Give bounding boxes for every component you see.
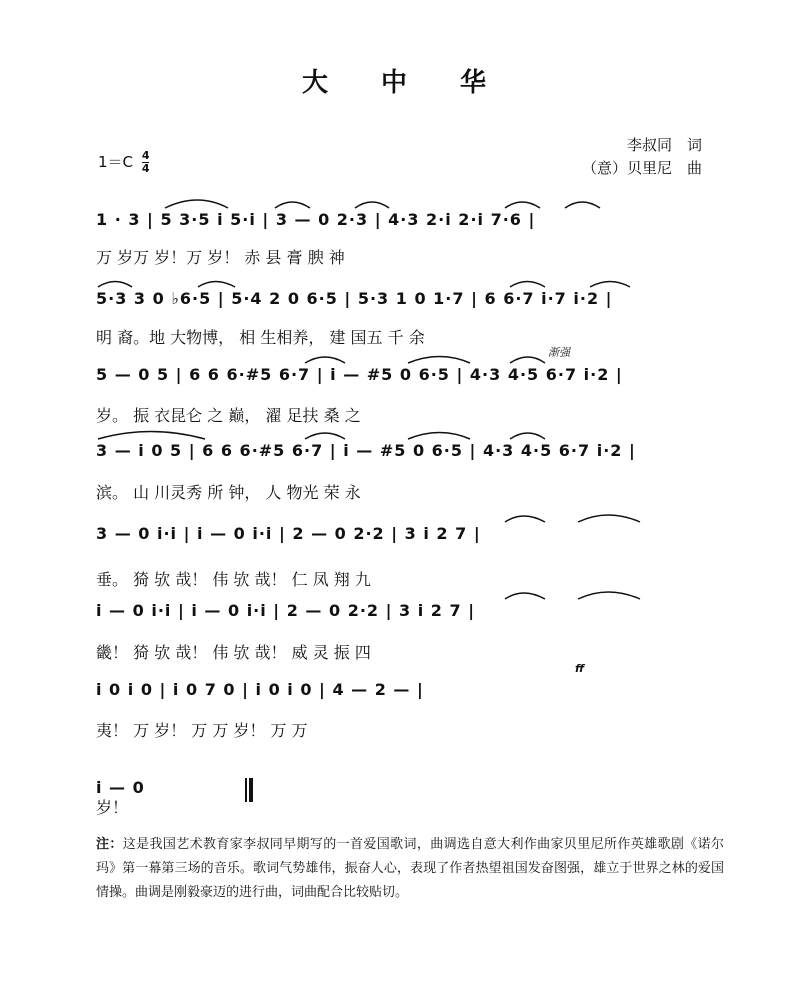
score-line-1: 1 · 3 | 5 3·5 i 5·i | 3 — 0 2·3 | 4·3 2·i 2·i 7·6 | <box>96 210 536 229</box>
score-line-2: 5·3 3 0 ♭6·5 | 5·4 2 0 6·5 | 5·3 1 0 1·7 | 6 6·7 i·7 i·2 | <box>96 289 613 308</box>
score-line-3: 5 — 0 5 | 6 6 6·#5 6·7 | i — #5 0 6·5 | 4·3 4·5 6·7 i·2 | <box>96 365 623 384</box>
composer-credit: （意）贝里尼 曲 <box>581 159 702 177</box>
lyric-line-2: 明 裔。地 大物博， 相 生相养， 建 国五 千 余 <box>96 328 425 347</box>
score-line-4: 3 — i 0 5 | 6 6 6·#5 6·7 | i — #5 0 6·5 | 4·3 4·5 6·7 i·2 | <box>96 441 636 460</box>
time-denominator: 4 <box>141 162 150 175</box>
song-title: 大 中 华 <box>301 68 509 98</box>
lyric-line-4: 滨。 山 川灵秀 所 钟， 人 物光 荣 永 <box>96 483 361 502</box>
lyric-line-8: 岁！ <box>96 798 129 817</box>
fortissimo-mark: ff <box>575 662 585 675</box>
lyric-line-6: 畿！ 猗 欤 哉！ 伟 欤 哉！ 威 灵 振 四 <box>96 643 371 662</box>
score-line-6: i — 0 i·i | i — 0 i·i | 2 — 0 2·2 | 3 i 2 7 | <box>96 601 476 620</box>
key-text: 1＝C <box>98 153 134 171</box>
score-line-5: 3 — 0 i·i | i — 0 i·i | 2 — 0 2·2 | 3 i 2 7 | <box>96 524 481 543</box>
lyric-line-3: 岁。 振 衣昆仑 之 巅， 濯 足扶 桑 之 <box>96 406 361 425</box>
lyric-line-1: 万 岁万 岁！万 岁！ 赤 县 膏 腴 神 <box>96 248 345 267</box>
score-line-8: i — 0 <box>96 778 145 797</box>
footnote-label: 注： <box>96 837 123 852</box>
footnote-text: 这是我国艺术教育家李叔同早期写的一首爱国歌词，曲调选自意大利作曲家贝里尼所作英雄歌剧《诺尔玛》第一幕第三场的音乐。歌词气势雄伟，振奋人心，表现了作者热望祖国发奋图强，雄立于世界之林的爱国情操。曲调是刚毅豪迈的进行曲，词曲配合比较贴切。 <box>96 837 724 900</box>
footnote <box>96 833 724 905</box>
score-line-7: i 0 i 0 | i 0 7 0 | i 0 i 0 | 4 — 2 — | <box>96 680 424 699</box>
lyricist-credit: 李叔同 词 <box>626 136 702 154</box>
lyric-line-5: 垂。 猗 欤 哉！ 伟 欤 哉！ 仁 凤 翔 九 <box>96 570 371 589</box>
lyric-line-7: 夷！ 万 岁！ 万 万 岁！ 万 万 <box>96 721 308 740</box>
crescendo-mark: 渐强 <box>548 346 570 359</box>
time-numerator: 4 <box>141 149 150 162</box>
